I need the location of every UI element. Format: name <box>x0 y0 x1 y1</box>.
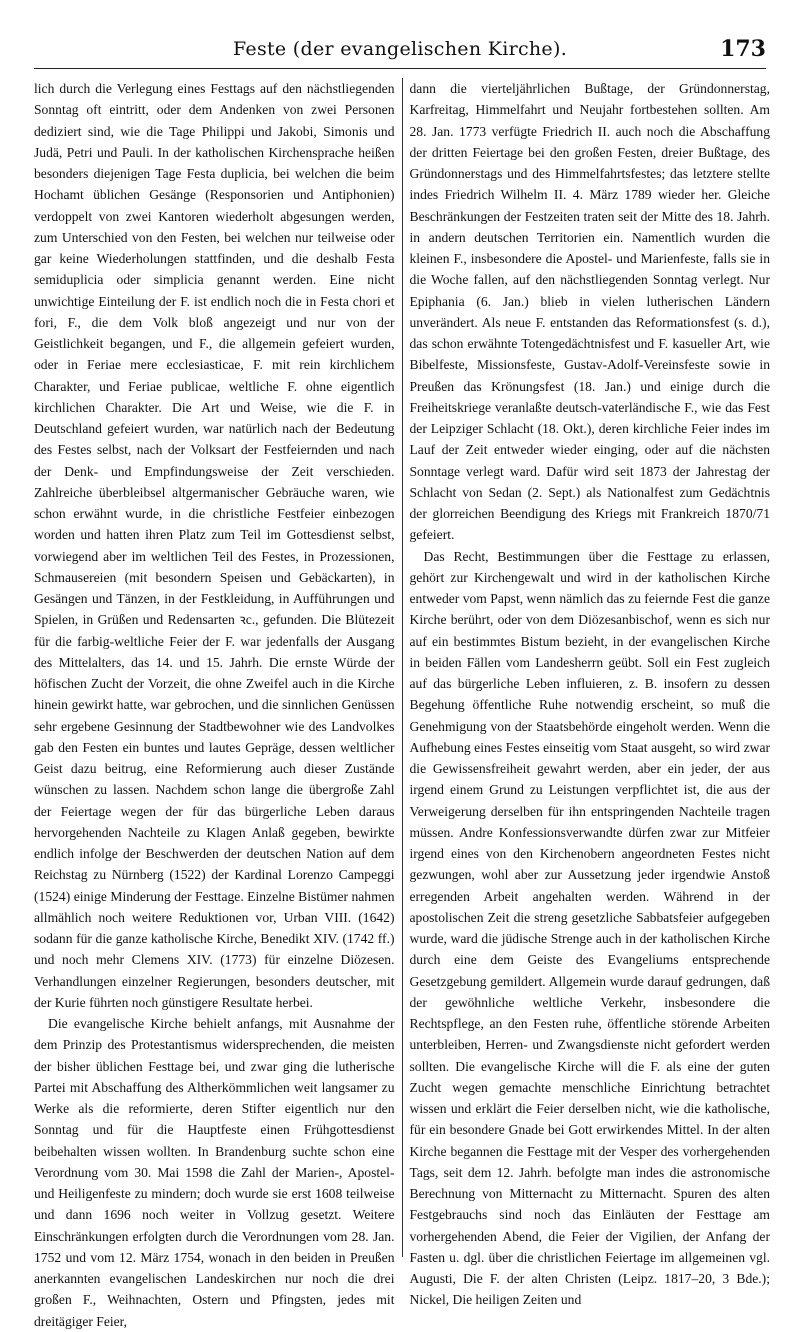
left-paragraph-2: Die evangelische Kirche behielt anfangs, mit Ausnahme der dem Prinzip des Protestantismus widersprechenden, die meisten der bisher üblichen Festtage bei, und zwar ging die lutherische Partei mit Abschaffung des Altherkömmlichen weit langsamer zu Werke als die reformierte, deren Stifter eigentlich nur den Sonntag und für die Hauptfeste einen Frühgottesdienst beibehalten wissen wollten. In Brandenburg suchte schon eine Verordnung vom 30. Mai 1598 die Zahl der Marien-, Apostel- und Heiligenfeste zu mindern; doch wurde sie erst 1608 teilweise und dann 1696 noch weiter in Vollzug gesetzt. Weitere Einschränkungen erfolgten durch die Verordnungen vom 28. Jan. 1752 und vom 12. März 1754, wonach in den beiden in Preußen anerkannten evangelischen Landeskirchen nur noch die drei großen F., Weihnachten, Ostern und Pfingsten, jedes mit dreitägiger Feier, <box>34 1016 395 1329</box>
right-paragraph-2: Das Recht, Bestimmungen über die Festtage zu erlassen, gehört zur Kirchengewalt und wird in der katholischen Kirche entweder vom Papst, wenn nämlich das zu feiernde Fest die ganze Kirche berührt, oder von dem Diözesanbischof, wenn es sich nur auf ein bestimmtes Bistum bezieht, in der evangelischen Kirche in beiden Fällen vom Landesherrn geübt. Soll ein Fest zugleich auf das bürgerliche Leben influieren, z. B. insofern zu dessen Begehung öffentliche Ruhe notwendig erscheint, so muß die Genehmigung von der Staatsbehörde eingeholt werden. Wenn die Aufhebung eines Festes einseitig vom Staat ausgeht, so wird zwar die Gewissensfreiheit gewahrt werden, aber ein jeder, der aus irgend einem Grund zu Leistungen verpflichtet ist, die aus der Verweigerung derselben für ihn entspringenden Nachteile tragen müssen. Andre Konfessionsverwandte dürfen zwar zur Mitfeier irgend eines von den Kirchenobern angeordneten Festes nicht gezwungen, wohl aber zur Aussetzung jeder irgendwie Anstoß erregenden Arbeit angehalten werden. Während in der apostolischen Zeit die streng gesetzliche Sabbatsfeier aufgegeben wurde, ward die jüdische Strenge auch in der katholischen Kirche durch eine dem Geiste des Evangeliums entsprechende Gesetzgebung gemildert. Allgemein wurde darauf gedrungen, daß der gewöhnliche weltliche Verkehr, insbesondere die Rechtspflege, an den Festen ruhe, öffentliche störende Arbeiten unterbleiben, Herren- und Zwangsdienste nicht gefordert werden sollten. Die evangelische Kirche will die F. als eine der guten Zucht wegen gemachte menschliche Einrichtung betrachtet wissen und erklärt die Feier derselben nicht, wie die katholische, für ein besondere Gnade bei Gott erwirkendes Mittel. In der alten Kirche begannen die Festtage mit der Vesper des vorhergehenden Tags, seit dem 12. Jahrh. befolgte man indes die astronomische Berechnung von Mitternacht zu Mitternacht. Spuren des alten Festgebrauchs sind noch das Einläuten der Festtage am vorhergehenden Abend, die Feier der Vigilien, der Anfang der Fasten u. dgl. über die christlichen Feiertage im allgemeinen vgl. Augusti, Die F. der alten Christen (Leipz. 1817–20, 3 Bde.); Nickel, Die heiligen Zeiten und <box>409 548 770 1308</box>
right-column <box>403 78 771 1308</box>
left-paragraph-1: lich durch die Verlegung eines Festtags auf den nächstliegenden Sonntag oft eintritt, oder dem Andenken von zwei Personen dediziert sind, wie die Tage Philippi und Jakobi, Simonis und Judä, Petri und Pauli. In der katholischen Kirchensprache heißen besonders diejenigen Tage Festa duplicia, bei welchen die beim Hochamt üblichen Gesänge (Responsorien und Antiphonien) verdoppelt von zwei Kantoren wiederholt abgesungen werden, zum Unterschied von den Festen, bei welchen nur teilweise oder gar keine Wiederholungen stattfinden, und die deshalb Festa semiduplicia oder simplicia genannt werden. Eine nicht unwichtige Einteilung der F. ist endlich noch die in Festa chori et fori, F., die dem Volk bloß angezeigt und nur von der Geistlichkeit begangen, und F., die allgemein gefeiert wurden, oder in Feriae mere ecclesiasticae, F. mit rein kirchlichem Charakter, und Feriae publicae, weltliche F. ohne eigentlich kirchlichen Charakter. Die Art und Weise, wie die F. in Deutschland gefeiert wurden, war natürlich nach der Bedeutung des Festes selbst, nach der Volksart der Festfeiernden und nach der Denk- und Empfindungsweise der Zeit verschieden. Zahlreiche überbleibsel altgermanischer Gebräuche waren, wie schon erwähnt wurde, in die christliche Festfeier einbezogen worden und hatten ihren Platz zum Teil im Gottesdienst selbst, vorwiegend aber im weltlichen Teil des Festes, in Prozessionen, Schmausereien (mit besondern Speisen und Gebäckarten), in Gesängen und Tänzen, in der Festkleidung, in Aufführungen und Spielen, in Grüßen und Redensarten ꝛc., gefunden. Die Blütezeit für die farbig-weltliche Feier der F. war jedenfalls der Ausgang des Mittelalters, das 14. und 15. Jahrh. Die ernste Würde der höfischen Zucht der Vorzeit, die ohne Zweifel auch in die Kirche hinein gewirkt hatte, war gebrochen, und die sinnlichen Genüssen sehr ergebene Gesinnung der Stadtbewohner wie des Landvolkes gab den Festen ein buntes und lautes Gepräge, dessen weltlicher Geist dazu beitrug, eine Reformierung auch dieser Zustände wünschen zu lassen. Nachdem schon lange die übergroße Zahl der Feiertage wegen der für das bürgerliche Leben daraus hervorgehenden Nachteile zu Klagen Anlaß gegeben, bewirkte endlich infolge der Beschwerden der deutschen Nation auf dem Reichstag zu Nürnberg (1522) der Kardinal Lorenzo Campeggi (1524) einige Minderung der Festtage. Einzelne Bistümer nahmen allmählich noch weitere Reduktionen vor, Urban VIII. (1642) sodann für die ganze katholische Kirche, Benedikt XIV. (1742 ff.) und noch mehr Clemens XIV. (1773) für einzelne Diözesen. Verhandlungen einzelner Regierungen, besonders deutscher, mit der Kurie führten noch günstigere Resultate herbei. <box>34 81 395 1010</box>
right-paragraph-1: dann die vierteljährlichen Bußtage, der Gründonnerstag, Karfreitag, Himmelfahrt und Neujahr fortbestehen sollten. Am 28. Jan. 1773 verfügte Friedrich II. auch noch die Abschaffung der dritten Feiertage bei den großen Festen, dreier Bußtage, des Gründonnerstags und des Himmelfahrtsfestes; das letztere stellte indes Friedrich Wilhelm II. 4. März 1789 wieder her. Gleiche Beschränkungen der Festzeiten traten seit der Mitte des 18. Jahrh. in andern deutschen Territorien ein. Namentlich wurden die kleinen F., insbesondere die Apostel- und Marienfeste, falls sie in die Woche fallen, auf den nächstliegenden Sonntag verlegt. Nur Epiphania (6. Jan.) blieb in vielen lutherischen Ländern unverändert. Als neue F. entstanden das Reformationsfest (s. d.), das schon erwähnte Totengedächtnisfest und F. kasueller Art, wie Bibelfeste, Missionsfeste, Gustav-Adolf-Vereinsfeste sowie in Preußen das Krönungsfest (18. Jan.) und einige durch die Freiheitskriege veranlaßte deutsch-vaterländische F., wie das Fest der Leipziger Schlacht (18. Okt.), deren kirchliche Feier indes im Lauf der Zeit entweder wieder einging, oder auf die nächsten Sonntage verlegt ward. Dafür wird seit 1873 der Jahrestag der Schlacht von Sedan (2. Sept.) als Nationalfest zum Gedächtnis der glorreichen Beendigung des Kriegs mit Frankreich 1870/71 gefeiert. <box>409 81 770 543</box>
running-title: Feste (der evangelischen Kirche). <box>232 38 568 60</box>
page-header <box>34 34 766 69</box>
text-columns <box>34 78 770 1329</box>
page-number: 173 <box>720 36 766 62</box>
left-column <box>34 78 402 1329</box>
